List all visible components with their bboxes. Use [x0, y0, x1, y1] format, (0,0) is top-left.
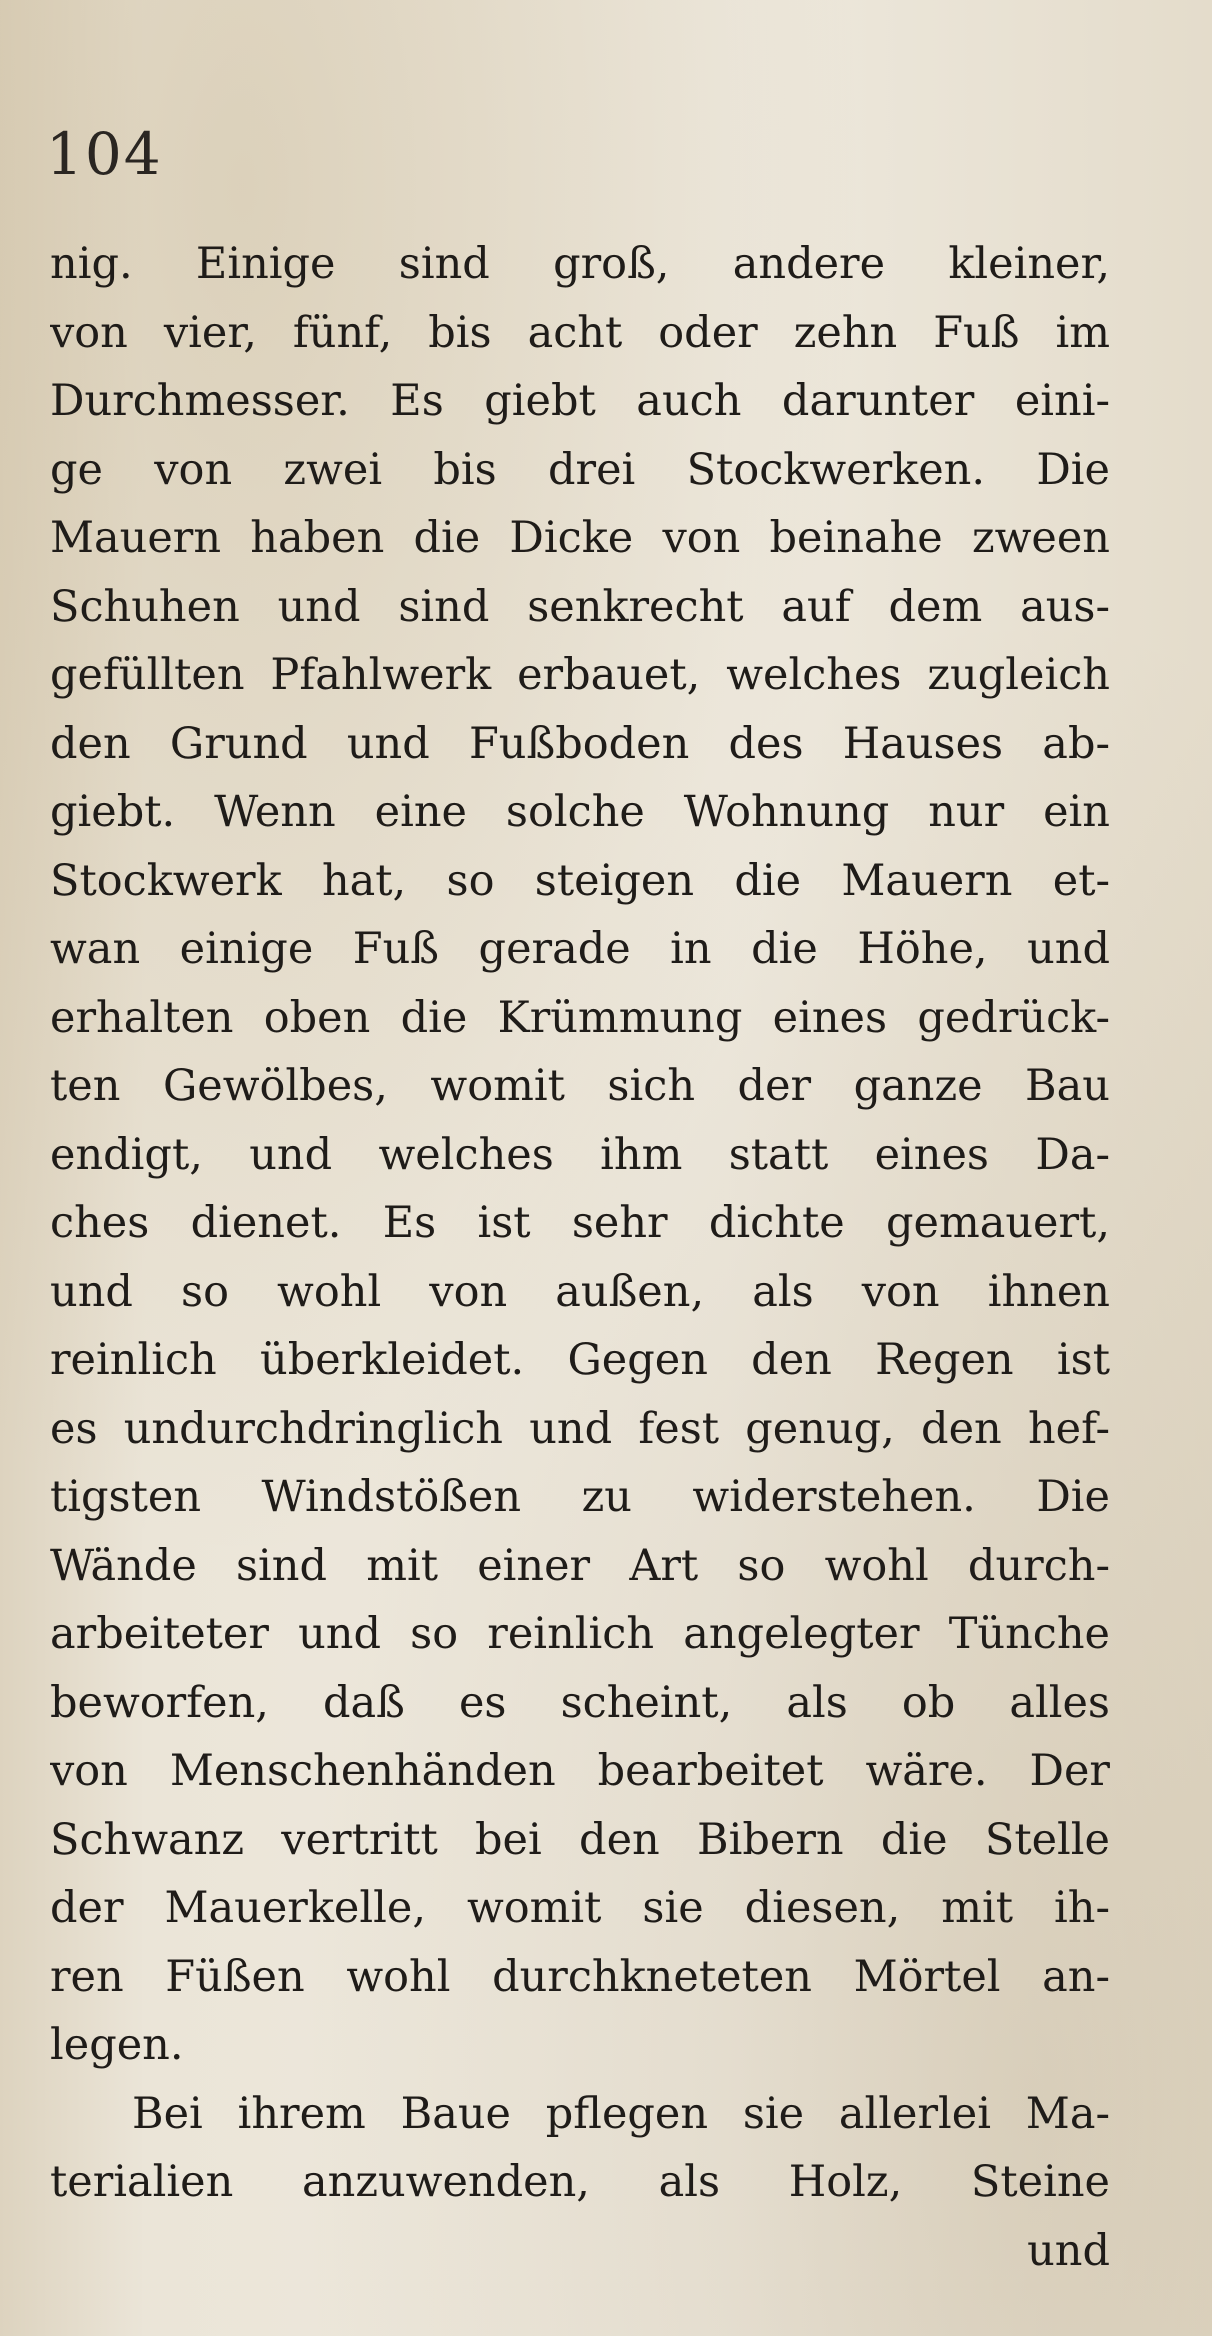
- text-line: tigsten Windstößen zu widerstehen. Die: [50, 1472, 1110, 1522]
- text-line: arbeiteter und so reinlich angelegter Tünche: [50, 1609, 1110, 1659]
- text-line: Bei ihrem Baue pflegen sie allerlei Ma-: [132, 2088, 1110, 2139]
- catchword: und: [1027, 2225, 1110, 2276]
- text-line: erhalten oben die Krümmung eines gedrück-: [50, 992, 1110, 1043]
- text-line: nig. Einige sind groß, andere kleiner,: [50, 239, 1110, 289]
- text-line: der Mauerkelle, womit sie diesen, mit ih-: [50, 1883, 1110, 1933]
- text-line: Mauern haben die Dicke von beinahe zween: [50, 513, 1110, 563]
- text-line: reinlich überkleidet. Gegen den Regen ist: [50, 1335, 1110, 1385]
- text-line: legen.: [50, 2020, 184, 2070]
- text-line: wan einige Fuß gerade in die Höhe, und: [50, 924, 1110, 974]
- text-line: Wände sind mit einer Art so wohl durch-: [50, 1540, 1110, 1591]
- text-line: Schuhen und sind senkrecht auf dem aus-: [50, 581, 1110, 632]
- text-line: den Grund und Fußboden des Hauses ab-: [50, 718, 1110, 769]
- body-text: [50, 230, 1110, 2285]
- text-line: giebt. Wenn eine solche Wohnung nur ein: [50, 787, 1110, 837]
- paragraph: [50, 230, 1110, 2080]
- text-line: endigt, und welches ihm statt eines Da-: [50, 1129, 1110, 1180]
- text-line: terialien anzuwenden, als Holz, Steine: [50, 2157, 1110, 2207]
- text-line: und so wohl von außen, als von ihnen: [50, 1266, 1110, 1317]
- text-line: ches dienet. Es ist sehr dichte gemauert,: [50, 1198, 1110, 1248]
- text-line: es undurchdringlich und fest genug, den hef-: [50, 1403, 1110, 1454]
- text-line: gefüllten Pfahlwerk erbauet, welches zugleich: [50, 650, 1110, 700]
- text-line: beworfen, daß es scheint, als ob alles: [50, 1677, 1110, 1728]
- text-line: von vier, fünf, bis acht oder zehn Fuß im: [50, 307, 1110, 358]
- text-line: ge von zwei bis drei Stockwerken. Die: [50, 444, 1110, 495]
- paragraph: [50, 2080, 1110, 2217]
- page-number: 104: [46, 120, 163, 188]
- text-line: Schwanz vertritt bei den Bibern die Stelle: [50, 1814, 1110, 1865]
- text-line: Stockwerk hat, so steigen die Mauern et-: [50, 855, 1110, 906]
- text-line: ten Gewölbes, womit sich der ganze Bau: [50, 1061, 1110, 1111]
- text-line: ren Füßen wohl durchkneteten Mörtel an-: [50, 1951, 1110, 2002]
- text-line: Durchmesser. Es giebt auch darunter eini-: [50, 376, 1110, 426]
- text-line: von Menschenhänden bearbeitet wäre. Der: [50, 1746, 1110, 1796]
